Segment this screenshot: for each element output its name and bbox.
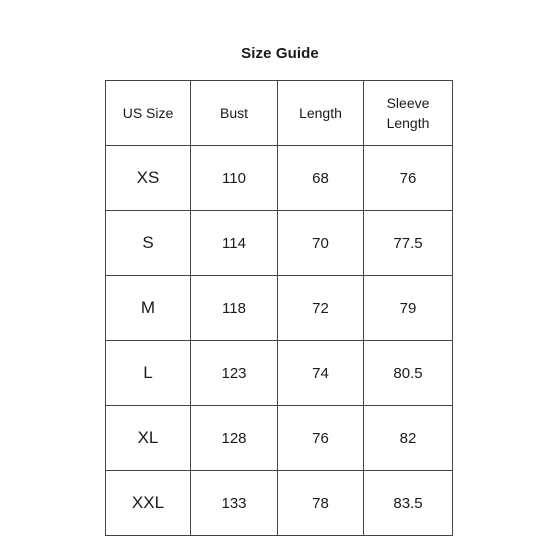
- table-row: [106, 406, 453, 471]
- size-cell: XL: [106, 406, 191, 471]
- page-title: Size Guide: [241, 45, 319, 62]
- bust-cell: 110: [191, 146, 278, 211]
- sleeve-length-cell: 79: [364, 276, 453, 341]
- table-row: [106, 146, 453, 211]
- header-length: Length: [278, 81, 364, 146]
- size-guide-table: [105, 80, 453, 536]
- length-cell: 72: [278, 276, 364, 341]
- size-cell: M: [106, 276, 191, 341]
- table-header-row: [106, 81, 453, 146]
- table-row: [106, 276, 453, 341]
- bust-cell: 114: [191, 211, 278, 276]
- sleeve-length-cell: 76: [364, 146, 453, 211]
- sleeve-length-cell: 83.5: [364, 471, 453, 536]
- table-row: [106, 211, 453, 276]
- header-sleeve-line2: Length: [386, 115, 430, 131]
- length-cell: 70: [278, 211, 364, 276]
- header-bust: Bust: [191, 81, 278, 146]
- sleeve-length-cell: 77.5: [364, 211, 453, 276]
- bust-cell: 123: [191, 341, 278, 406]
- table-row: [106, 341, 453, 406]
- bust-cell: 128: [191, 406, 278, 471]
- length-cell: 76: [278, 406, 364, 471]
- length-cell: 68: [278, 146, 364, 211]
- header-sleeve-length: [364, 81, 453, 146]
- size-cell: L: [106, 341, 191, 406]
- header-sleeve-line1: Sleeve: [386, 95, 430, 111]
- length-cell: 78: [278, 471, 364, 536]
- bust-cell: 133: [191, 471, 278, 536]
- length-cell: 74: [278, 341, 364, 406]
- table-row: [106, 471, 453, 536]
- size-cell: XXL: [106, 471, 191, 536]
- size-cell: XS: [106, 146, 191, 211]
- sleeve-length-cell: 80.5: [364, 341, 453, 406]
- bust-cell: 118: [191, 276, 278, 341]
- header-us-size: US Size: [106, 81, 191, 146]
- size-cell: S: [106, 211, 191, 276]
- sleeve-length-cell: 82: [364, 406, 453, 471]
